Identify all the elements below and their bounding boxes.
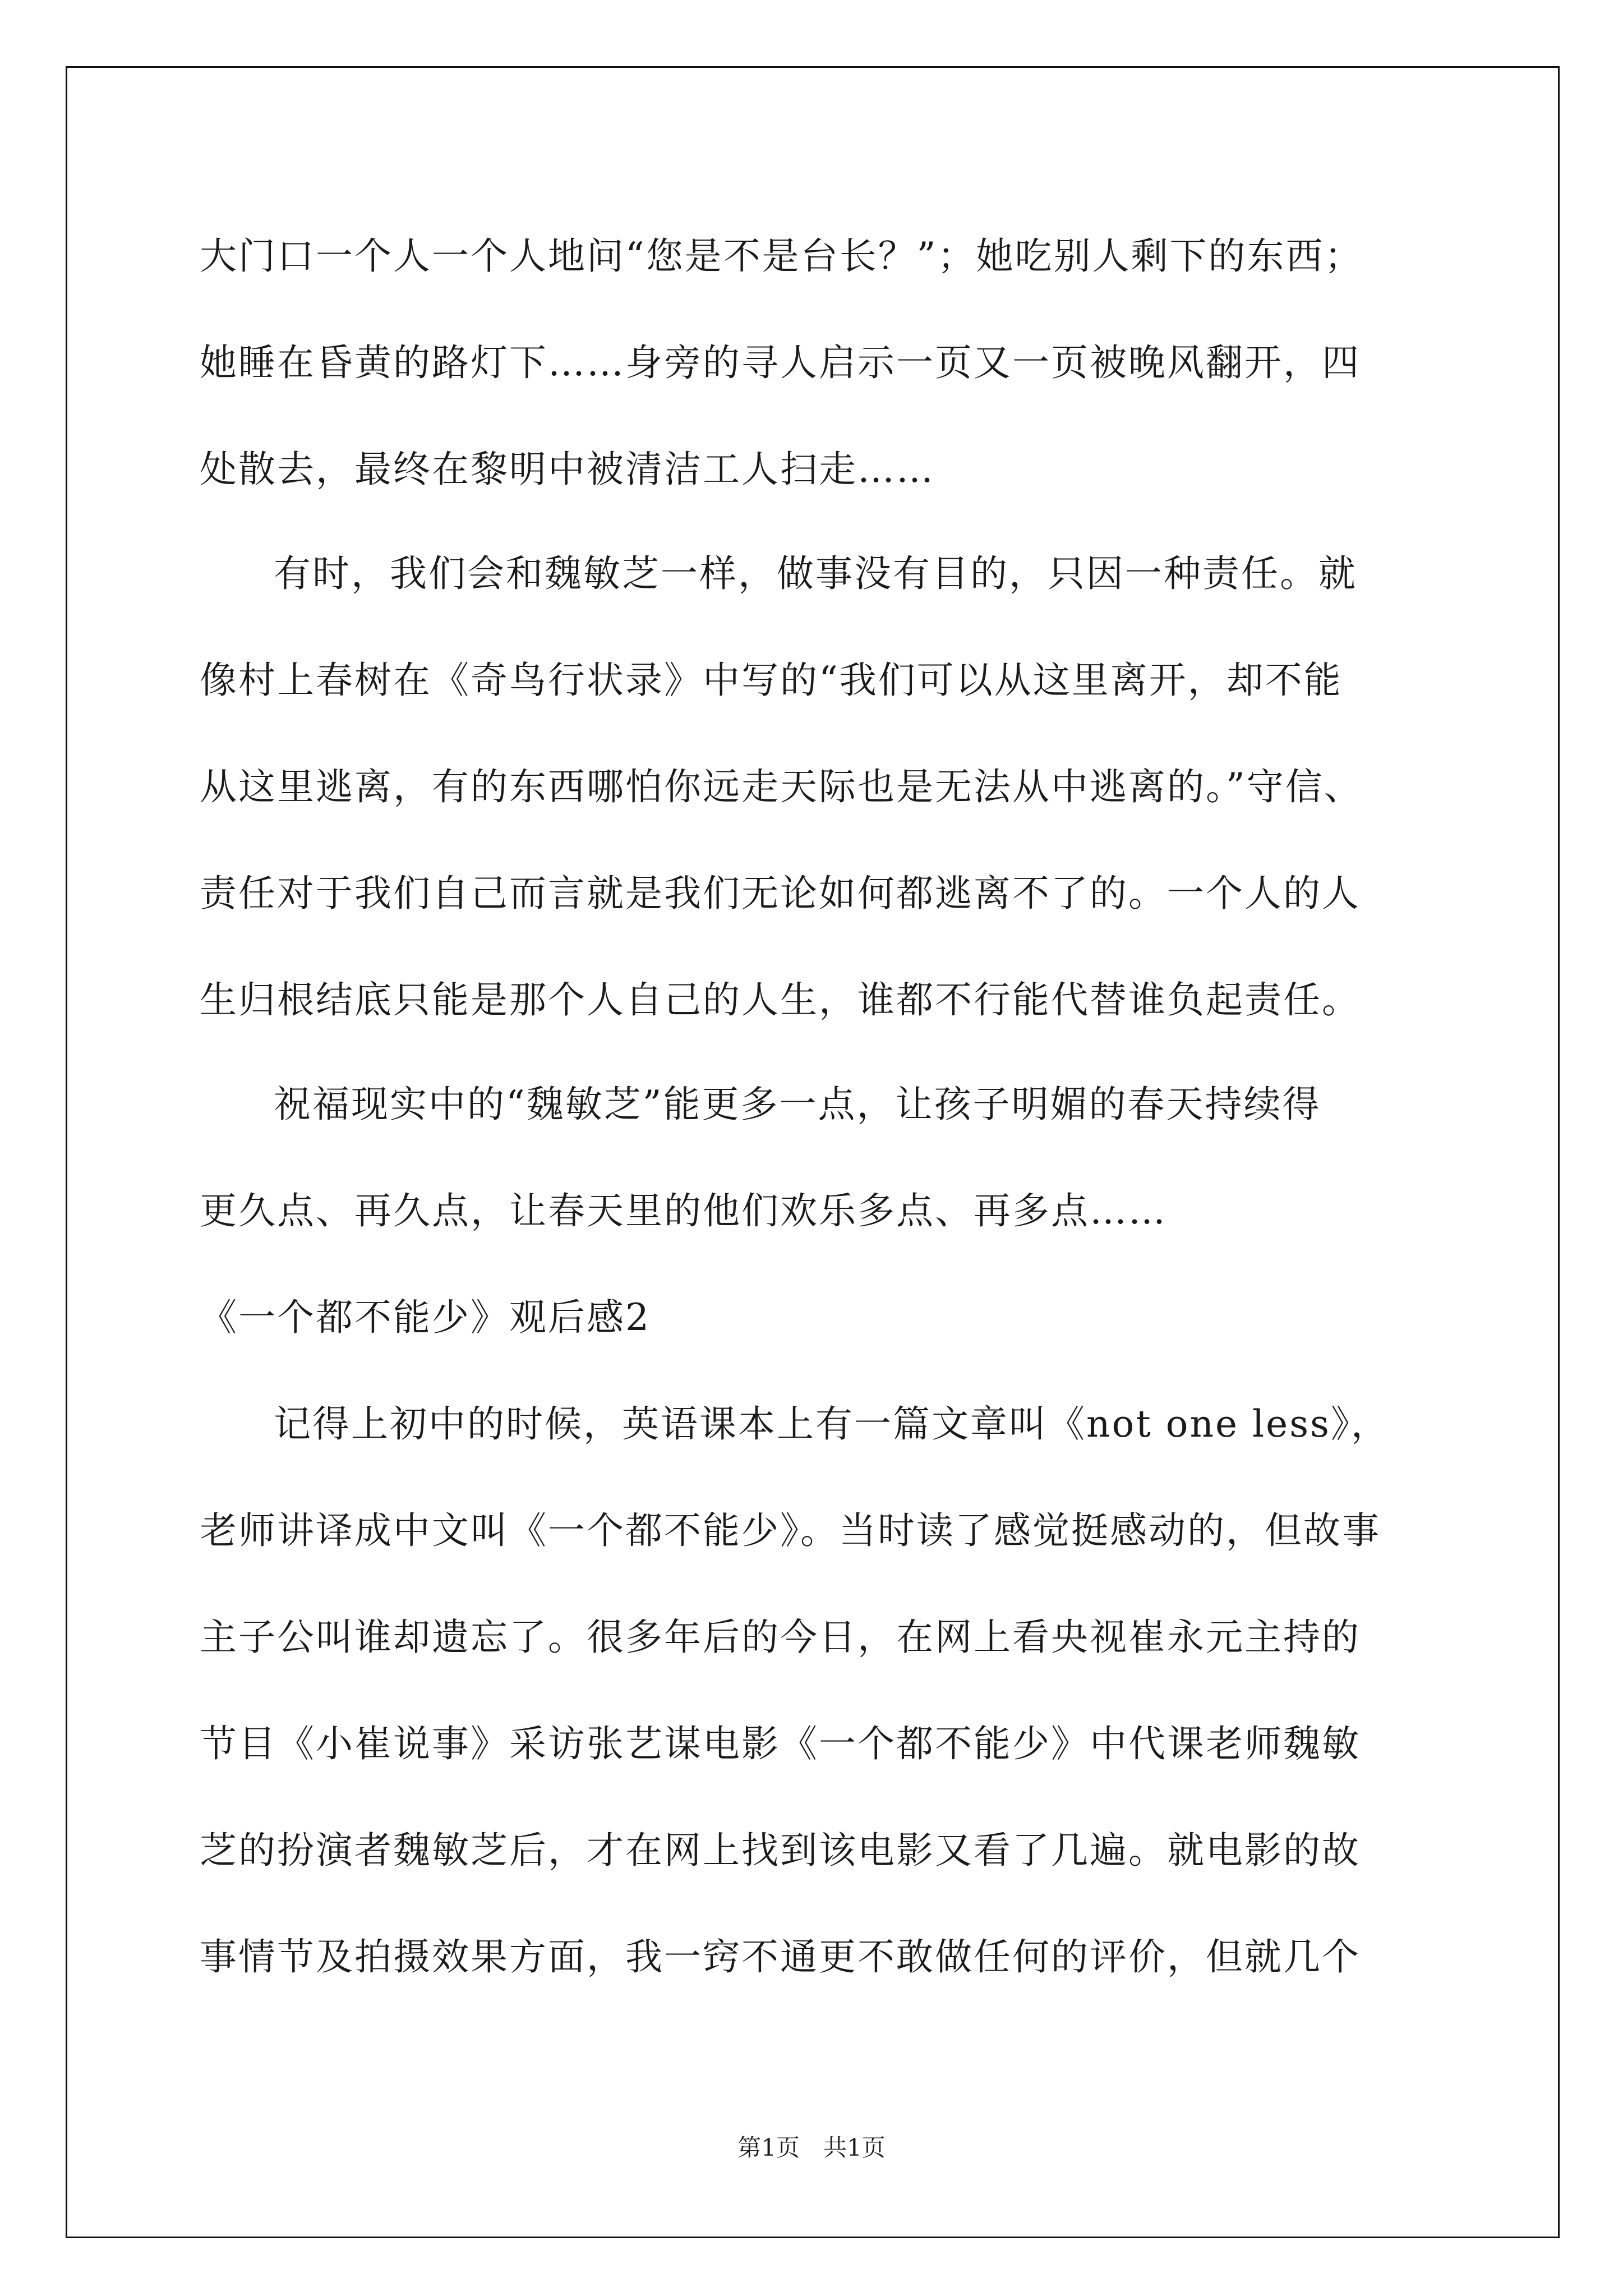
text-line: 老师讲译成中文叫《一个都不能少》。当时读了感觉挺感动的，但故事 <box>200 1509 1381 1552</box>
text-line: 她睡在昏黄的路灯下……身旁的寻人启示一页又一页被晚风翻开，四 <box>200 341 1361 384</box>
text-line: 事情节及拍摄效果方面，我一窍不通更不敢做任何的评价，但就几个 <box>200 1935 1361 1978</box>
page-border <box>66 66 1560 2238</box>
text-line: 芝的扮演者魏敏芝后，才在网上找到该电影又看了几遍。就电影的故 <box>200 1829 1361 1872</box>
paragraph-start: 有时，我们会和魏敏芝一样，做事没有目的，只因一种责任。就 <box>274 552 1357 595</box>
text-line: 责任对于我们自己而言就是我们无论如何都逃离不了的。一个人的人 <box>200 872 1361 915</box>
text-line: 像村上春树在《奇鸟行状录》中写的“我们可以从这里离开，却不能 <box>200 659 1343 702</box>
text-line: 大门口一个人一个人地问“您是不是台长？”；她吃别人剩下的东西； <box>200 234 1363 278</box>
text-line: 从这里逃离，有的东西哪怕你远走天际也是无法从中逃离的。”守信、 <box>200 765 1363 808</box>
text-line: 生归根结底只能是那个人自己的人生，谁都不行能代替谁负起责任。 <box>200 978 1361 1022</box>
paragraph-start: 祝福现实中的“魏敏芝”能更多一点，让孩子明媚的春天持续得 <box>274 1083 1321 1126</box>
text-line: 主子公叫谁却遗忘了。很多年后的今日，在网上看央视崔永元主持的 <box>200 1616 1361 1659</box>
text-line: 节目《小崔说事》采访张艺谋电影《一个都不能少》中代课老师魏敏 <box>200 1722 1361 1765</box>
page-number-footer: 第1页 共1页 <box>737 2134 886 2161</box>
text-line: 处散去，最终在黎明中被清洁工人扫走…… <box>200 448 935 491</box>
text-line: 更久点、再久点，让春天里的他们欢乐多点、再多点…… <box>200 1189 1167 1232</box>
paragraph-start: 记得上初中的时候，英语课本上有一篇文章叫《not one less》， <box>274 1402 1390 1446</box>
section-heading: 《一个都不能少》观后感2 <box>200 1296 651 1339</box>
